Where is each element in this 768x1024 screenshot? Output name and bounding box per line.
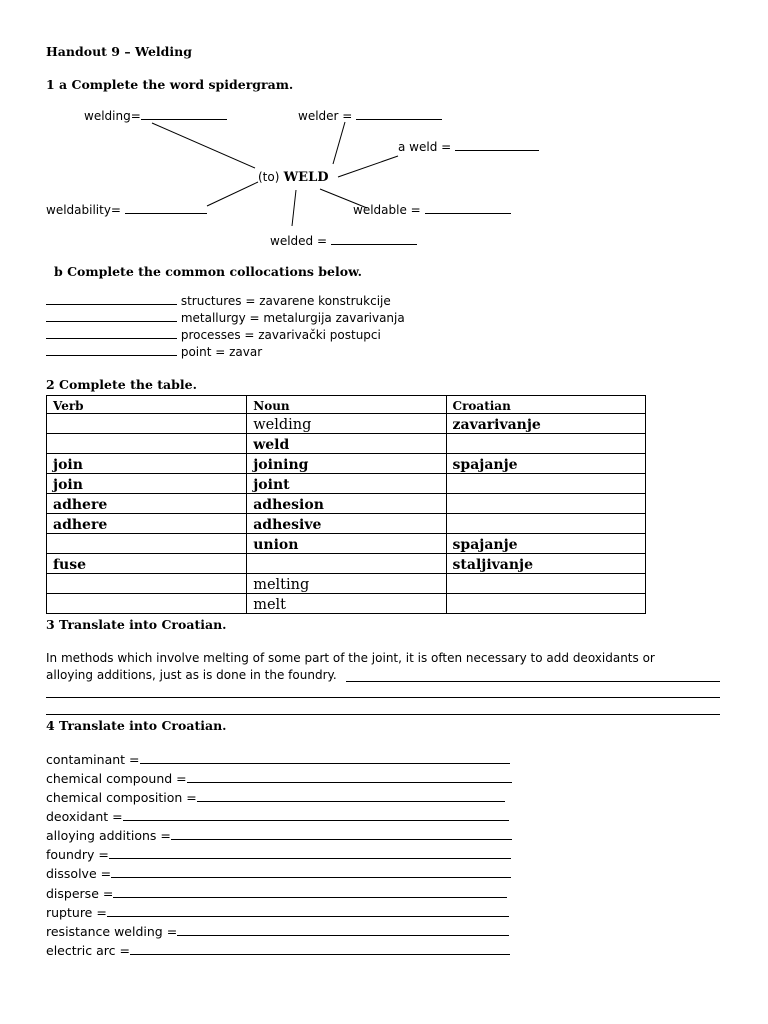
answer-blank[interactable] — [140, 752, 510, 764]
exercise-4-heading: 4 Translate into Croatian. — [46, 718, 227, 733]
node-weldability: weldability= — [46, 202, 207, 217]
vocab-row: contaminant = — [46, 752, 510, 767]
vocab-row: rupture = — [46, 905, 509, 920]
vocab-row: dissolve = — [46, 866, 511, 881]
vocab-row: resistance welding = — [46, 924, 509, 939]
table-row — [47, 454, 646, 474]
cell-noun[interactable]: melting — [247, 574, 446, 594]
answer-blank[interactable] — [123, 809, 509, 821]
cell-croatian[interactable] — [446, 594, 645, 614]
collocation-row: processes = zavarivački postupci — [46, 327, 381, 342]
answer-blank[interactable] — [141, 108, 227, 120]
node-welded: welded = — [270, 233, 417, 248]
node-weldable: weldable = — [353, 202, 511, 217]
table-row — [47, 494, 646, 514]
cell-croatian[interactable]: spajanje — [446, 534, 645, 554]
cell-noun[interactable]: adhesion — [247, 494, 446, 514]
cell-croatian[interactable] — [446, 574, 645, 594]
word-table — [46, 395, 646, 614]
answer-blank[interactable] — [171, 828, 512, 840]
cell-verb[interactable] — [47, 574, 247, 594]
header-croatian: Croatian — [446, 396, 645, 414]
cell-croatian[interactable]: zavarivanje — [446, 414, 645, 434]
cell-noun[interactable]: union — [247, 534, 446, 554]
cell-noun[interactable] — [247, 554, 446, 574]
answer-blank[interactable] — [109, 847, 511, 859]
vocab-row: electric arc = — [46, 943, 510, 958]
spidergram-lines — [0, 0, 768, 260]
vocab-row: chemical composition = — [46, 790, 505, 805]
spoke-weldability — [207, 182, 258, 206]
cell-verb[interactable]: adhere — [47, 494, 247, 514]
vocab-row: disperse = — [46, 886, 507, 901]
node-welding: welding= — [84, 108, 227, 123]
answer-blank[interactable] — [46, 344, 177, 356]
cell-noun[interactable]: joint — [247, 474, 446, 494]
table-row — [47, 514, 646, 534]
answer-blank[interactable] — [111, 866, 511, 878]
page-title: Handout 9 – Welding — [46, 44, 192, 59]
collocation-row: structures = zavarene konstrukcije — [46, 293, 391, 308]
cell-croatian[interactable] — [446, 514, 645, 534]
node-a-weld: a weld = — [398, 139, 539, 154]
vocab-row: deoxidant = — [46, 809, 509, 824]
exercise-1a-heading: 1 a Complete the word spidergram. — [46, 77, 294, 92]
table-row — [47, 434, 646, 454]
answer-blank[interactable] — [125, 202, 207, 214]
table-row — [47, 414, 646, 434]
cell-noun[interactable]: melt — [247, 594, 446, 614]
cell-croatian[interactable]: staljivanje — [446, 554, 645, 574]
exercise-3-heading: 3 Translate into Croatian. — [46, 617, 227, 632]
answer-blank[interactable] — [187, 771, 512, 783]
cell-verb[interactable] — [47, 414, 247, 434]
translation-sentence-line2: alloying additions, just as is done in the foundry. — [46, 668, 337, 682]
answer-blank[interactable] — [425, 202, 511, 214]
answer-line[interactable] — [346, 681, 720, 682]
spoke-welding — [152, 123, 255, 168]
answer-blank[interactable] — [46, 327, 177, 339]
cell-verb[interactable] — [47, 534, 247, 554]
collocation-row: point = zavar — [46, 344, 262, 359]
node-welder: welder = — [298, 108, 442, 123]
header-verb: Verb — [47, 396, 247, 414]
exercise-1b-heading: b Complete the common collocations below. — [54, 264, 362, 279]
cell-verb[interactable]: join — [47, 474, 247, 494]
answer-blank[interactable] — [46, 310, 177, 322]
cell-noun[interactable]: adhesive — [247, 514, 446, 534]
translation-sentence-line1: In methods which involve melting of some part of the joint, it is often necessary to add deoxidants or — [46, 651, 655, 665]
answer-blank[interactable] — [130, 943, 510, 955]
answer-blank[interactable] — [356, 108, 442, 120]
cell-verb[interactable]: join — [47, 454, 247, 474]
cell-verb[interactable]: fuse — [47, 554, 247, 574]
spoke-welder — [333, 122, 345, 164]
exercise-2-heading: 2 Complete the table. — [46, 377, 197, 392]
table-row — [47, 594, 646, 614]
cell-noun[interactable]: joining — [247, 454, 446, 474]
cell-croatian[interactable] — [446, 474, 645, 494]
answer-blank[interactable] — [46, 293, 177, 305]
spoke-welded — [292, 190, 296, 226]
vocab-row: alloying additions = — [46, 828, 512, 843]
answer-blank[interactable] — [113, 886, 507, 898]
table-row — [47, 554, 646, 574]
cell-verb[interactable] — [47, 434, 247, 454]
vocab-row: chemical compound = — [46, 771, 512, 786]
cell-verb[interactable] — [47, 594, 247, 614]
spoke-a-weld — [338, 156, 398, 177]
cell-croatian[interactable]: spajanje — [446, 454, 645, 474]
table-row — [47, 574, 646, 594]
cell-verb[interactable]: adhere — [47, 514, 247, 534]
answer-blank[interactable] — [177, 924, 509, 936]
cell-noun[interactable]: welding — [247, 414, 446, 434]
answer-line[interactable] — [46, 697, 720, 698]
center-weld: (to) WELD — [258, 170, 329, 185]
answer-blank[interactable] — [455, 139, 539, 151]
cell-croatian[interactable] — [446, 434, 645, 454]
table-header-row — [47, 396, 646, 414]
cell-noun[interactable]: weld — [247, 434, 446, 454]
table-row — [47, 534, 646, 554]
answer-blank[interactable] — [107, 905, 509, 917]
header-noun: Noun — [247, 396, 446, 414]
answer-blank[interactable] — [331, 233, 417, 245]
cell-croatian[interactable] — [446, 494, 645, 514]
vocab-row: foundry = — [46, 847, 511, 862]
table-row — [47, 474, 646, 494]
collocation-row: metallurgy = metalurgija zavarivanja — [46, 310, 405, 325]
answer-blank[interactable] — [197, 790, 505, 802]
answer-line[interactable] — [46, 714, 720, 715]
